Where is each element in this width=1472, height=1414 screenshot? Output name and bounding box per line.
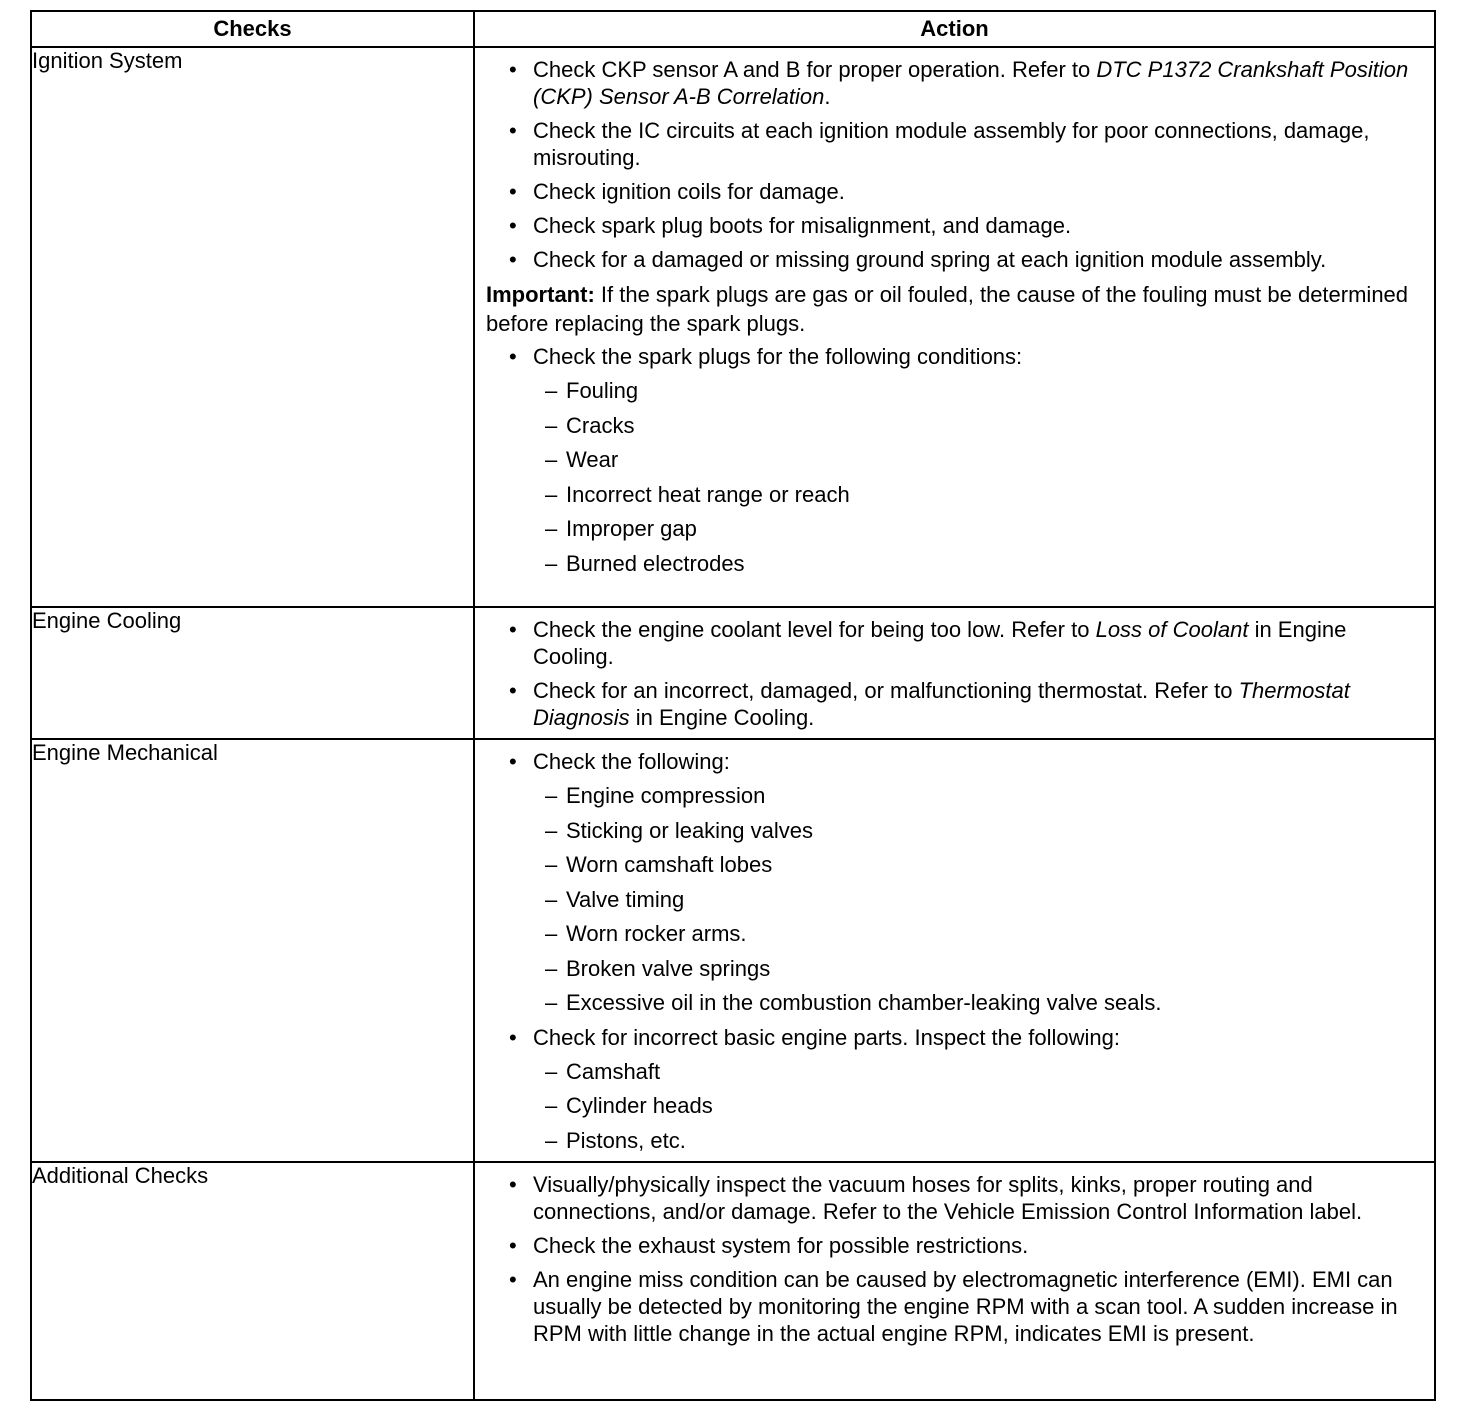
header-action: Action [474,11,1435,47]
table-row [31,47,1435,607]
dash-icon: – [545,1058,558,1084]
bullet-icon: • [509,57,517,82]
table-row [31,607,1435,739]
check-name: Additional Checks [31,1162,474,1400]
table-row [31,1162,1435,1400]
dash-icon: – [545,990,558,1015]
list-item: • Check the spark plugs for the following conditions: [509,344,1023,369]
bullet-icon: • [509,1267,517,1292]
bullet-icon: • [509,749,517,774]
dash-icon: – [545,412,558,438]
dash-icon: – [545,783,558,808]
dash-icon: – [545,550,558,576]
dash-icon: – [545,817,558,843]
bullet-icon: • [509,1024,517,1050]
bullet-icon: • [509,213,517,238]
dash-icon: – [545,886,558,912]
list-item: • Visually/physically inspect the vacuum hoses for splits, kinks, proper routing and connections, and/or damage. Refer to the Vehicle Emission Control Information label. [509,1172,1363,1224]
dash-icon: – [545,955,558,981]
bullet-icon: • [509,678,517,703]
check-name: Engine Mechanical [31,739,474,1162]
sub-item: – Improper gap [545,516,697,541]
sub-item: – Wear [545,447,619,472]
action-cell [474,739,1435,1162]
reference-link: DTC P1372 Crankshaft Position (CKP) Sensor A-B Correlation [533,57,1409,109]
sub-item: – Engine compression [545,783,766,808]
check-name: Ignition System [31,47,474,607]
dash-icon: – [545,481,558,507]
bullet-icon: • [509,179,517,204]
list-item: • Check the engine coolant level for being too low. Refer to Loss of Coolant in Engine Cooling. [509,617,1347,669]
action-cell [474,607,1435,739]
dash-icon: – [545,447,558,472]
bullet-icon: • [509,617,517,642]
bullet-icon: • [509,1233,517,1258]
list-item: • Check for an incorrect, damaged, or malfunctioning thermostat. Refer to Thermostat Diagnosis in Engine Cooling. [509,678,1350,730]
sub-item: – Incorrect heat range or reach [545,481,850,507]
sub-item: – Cracks [545,412,635,438]
list-item: • Check for incorrect basic engine parts. Inspect the following: [509,1024,1120,1050]
bullet-icon: • [509,344,517,369]
sub-item: – Excessive oil in the combustion chamber-leaking valve seals. [545,990,1162,1015]
dash-icon: – [545,1127,558,1153]
action-cell [474,47,1435,607]
list-item: • Check ignition coils for damage. [509,179,845,204]
bullet-icon: • [509,118,517,143]
important-label: Important: [486,282,595,307]
dash-icon: – [545,516,558,541]
list-item: • Check for a damaged or missing ground spring at each ignition module assembly. [509,247,1327,272]
sub-item: – Cylinder heads [545,1093,713,1118]
bullet-icon: • [509,247,517,272]
reference-link: Thermostat Diagnosis [533,678,1350,730]
sub-item: – Pistons, etc. [545,1127,686,1153]
list-item: • Check the following: [509,749,730,774]
sub-item: – Burned electrodes [545,550,745,576]
diagnostic-checks-table [30,10,1436,1401]
dash-icon: – [545,921,558,946]
dash-icon: – [545,852,558,877]
sub-item: – Worn camshaft lobes [545,852,773,877]
dash-icon: – [545,378,558,403]
list-item: • Check CKP sensor A and B for proper operation. Refer to DTC P1372 Crankshaft Position (CKP) Sensor A-B Correlation. [509,57,1409,109]
sub-item: – Fouling [545,378,639,403]
header-row [31,11,1435,47]
important-note: Important: If the spark plugs are gas or oil fouled, the cause of the fouling must be determined before replacing the spark plugs. [486,282,1409,336]
reference-link: Loss of Coolant [1095,617,1249,642]
sub-item: – Broken valve springs [545,955,771,981]
list-item: • Check the IC circuits at each ignition module assembly for poor connections, damage, misrouting. [509,118,1370,170]
list-item: • Check spark plug boots for misalignment, and damage. [509,213,1072,238]
sub-item: – Sticking or leaking valves [545,817,814,843]
sub-item: – Camshaft [545,1058,661,1084]
sub-item: – Worn rocker arms. [545,921,747,946]
check-name: Engine Cooling [31,607,474,739]
list-item: • An engine miss condition can be caused by electromagnetic interference (EMI). EMI can usually be detected by monitoring the engine RPM with a scan tool. A sudden increase in RPM with little change in the actual engine RPM, indicates EMI is present. [509,1267,1398,1346]
table-row [31,739,1435,1162]
sub-item: – Valve timing [545,886,685,912]
bullet-icon: • [509,1172,517,1197]
list-item: • Check the exhaust system for possible restrictions. [509,1233,1029,1258]
dash-icon: – [545,1093,558,1118]
header-checks: Checks [31,11,474,47]
action-cell [474,1162,1435,1400]
